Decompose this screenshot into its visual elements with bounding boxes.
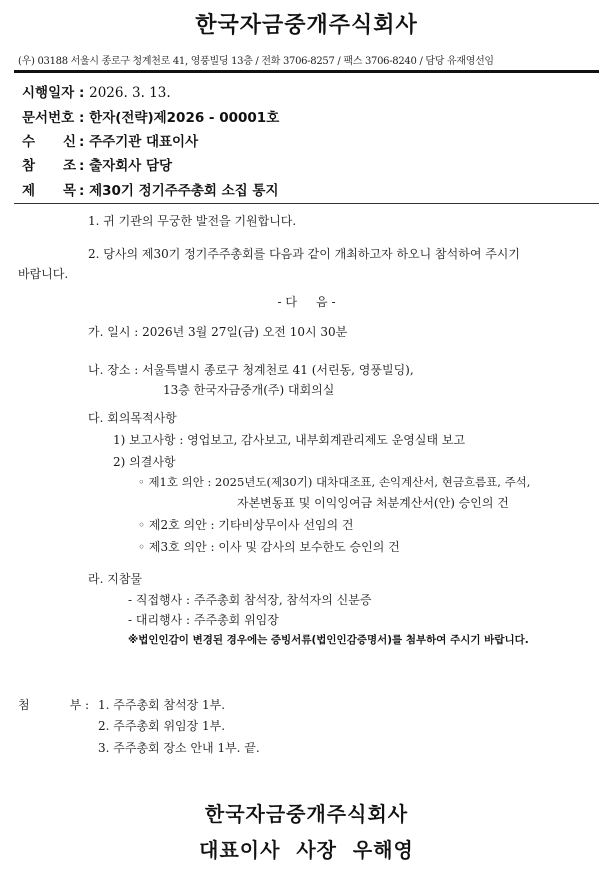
company-title: 한국자금중개주식회사 (195, 13, 418, 38)
header-date-row: 시행일자 : 2026. 3. 13. (22, 81, 171, 101)
date-value: 2026. 3. 13. (89, 85, 171, 101)
header-ref-row: 참 조 : 출자회사 담당 (22, 158, 173, 174)
attachments-label-a: 첨 (18, 698, 30, 712)
header-subject-row: 제 목 : 제30기 정기주주총회 소집 통지 (22, 183, 279, 199)
docnum-value: 한자(전략)제2026 - 00001호 (89, 110, 280, 126)
to-value: 주주기관 대표이사 (89, 134, 199, 150)
ref-value: 출자회사 담당 (89, 158, 173, 174)
to-label-a: 수 (22, 134, 36, 150)
header-to-row: 수 신 : 주주기관 대표이사 (22, 134, 199, 150)
agenda-1-line-2: 자본변동표 및 이익잉여금 처분계산서(안) 승인의 건 (237, 496, 509, 510)
address-line: (우) 03188 서울시 종로구 청계천로 41, 영풍빌딩 13층 / 전화 3706-8257 / 팩스 3706-8240 / 담당 유재영선임 (18, 56, 494, 67)
subject-value: 제30기 정기주주총회 소집 통지 (89, 183, 279, 199)
date-label: 시행일자 (22, 85, 75, 101)
subject-label-a: 제 (22, 183, 36, 199)
header-divider-thin (14, 203, 599, 204)
item-c-agenda-title: 다. 회의목적사항 (88, 411, 177, 425)
agenda-2: ◦ 제2호 의안 : 기타비상무이사 선임의 건 (138, 518, 354, 532)
subject-label-b: 목 (63, 183, 77, 199)
agenda-3: ◦ 제3호 의안 : 이사 및 감사의 보수한도 승인의 건 (138, 540, 400, 554)
item-b-place-line-2: 13층 한국자금중개(주) 대회의실 (163, 383, 335, 397)
item-c-report-matters: 1) 보고사항 : 영업보고, 감사보고, 내부회계관리제도 운영실태 보고 (113, 433, 466, 447)
attachments-label-b: 부 : (69, 698, 90, 712)
attachment-3: 3. 주주총회 장소 안내 1부. 끝. (98, 741, 260, 755)
item-d-proxy: - 대리행사 : 주주총회 위임장 (128, 613, 279, 627)
seal-change-note: ※법인인감이 변경된 경우에는 증빙서류(법인인감증명서)를 첨부하여 주시기 바랍니다. (128, 634, 529, 646)
to-label-b: 신 (63, 134, 77, 150)
docnum-label: 문서번호 (22, 110, 75, 126)
para-2-line-1: 2. 당사의 제30기 정기주주총회를 다음과 같이 개최하고자 하오니 참석하여 주시기 (88, 247, 520, 261)
ref-label-b: 조 (63, 158, 77, 174)
attachment-2: 2. 주주총회 위임장 1부. (98, 719, 226, 733)
item-d-direct: - 직접행사 : 주주총회 참석장, 참석자의 신분증 (128, 593, 372, 607)
agenda-1-line-1: ◦ 제1호 의안 : 2025년도(제30기) 대차대조표, 손익계산서, 현금흐름표, 주석, (138, 475, 531, 489)
para-1: 1. 귀 기관의 무궁한 발전을 기원합니다. (88, 214, 297, 228)
header-divider-thick (14, 70, 599, 73)
item-a-datetime: 가. 일시 : 2026년 3월 27일(금) 오전 10시 30분 (88, 325, 348, 339)
item-c-resolution-matters: 2) 의결사항 (113, 455, 176, 469)
item-d-bring-title: 라. 지참물 (88, 572, 142, 586)
signature-company: 한국자금중개주식회사 (204, 802, 409, 826)
da-eum-heading: - 다 음 - (277, 295, 336, 309)
header-docnum-row: 문서번호 : 한자(전략)제2026 - 00001호 (22, 106, 279, 126)
ref-label-a: 참 (22, 158, 36, 174)
attachment-1: 1. 주주총회 참석장 1부. (98, 698, 226, 712)
attachments-label (18, 696, 89, 713)
para-2-line-2: 바랍니다. (18, 267, 69, 281)
signature-representative: 대표이사 사장 우해영 (199, 838, 414, 862)
item-b-place-line-1: 나. 장소 : 서울특별시 종로구 청계천로 41 (서린동, 영풍빌딩), (88, 363, 414, 377)
